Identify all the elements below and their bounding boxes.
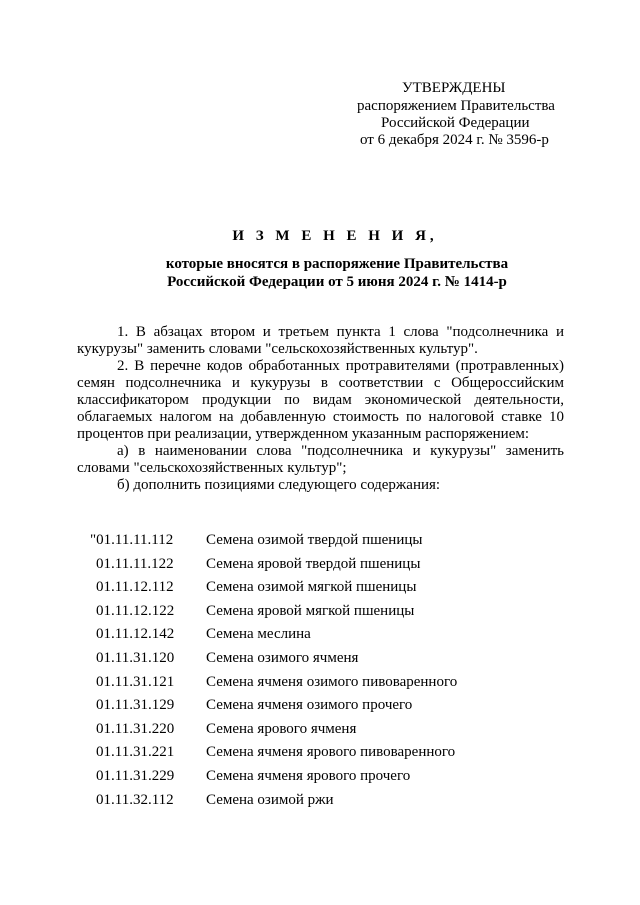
document-heading — [0, 228, 640, 291]
code-description: Семена озимой мягкой пшеницы — [206, 579, 417, 596]
approval-stamp — [0, 80, 640, 150]
paragraph-3: а) в наименовании слова "подсолнечника и кукурузы" заменить словами "сельскохозяйственных культур"; — [77, 443, 564, 476]
code-row — [0, 579, 640, 603]
code-description: Семена озимой ржи — [206, 791, 334, 808]
code-value: 01.11.31.221 — [96, 744, 175, 761]
code-description: Семена озимого ячменя — [206, 649, 359, 666]
document-subtitle-line-1: которые вносятся в распоряжение Правительства — [165, 256, 509, 272]
code-description: Семена яровой мягкой пшеницы — [206, 602, 415, 619]
code-value: 01.11.32.112 — [96, 791, 174, 808]
code-row — [0, 532, 640, 556]
code-row — [0, 650, 640, 674]
code-row — [0, 697, 640, 721]
code-value: 01.11.31.229 — [96, 767, 175, 784]
code-description: Семена ячменя ярового пивоваренного — [206, 744, 456, 761]
code-description: Семена озимой твердой пшеницы — [206, 532, 423, 548]
code-row — [0, 674, 640, 698]
code-description: Семена ячменя озимого прочего — [206, 697, 413, 714]
code-value: 01.11.12.122 — [96, 602, 175, 619]
approval-title: УТВЕРЖДЕНЫ — [402, 80, 506, 96]
document-title: И З М Е Н Е Н И Я, — [232, 228, 438, 244]
code-row — [0, 721, 640, 745]
code-row — [0, 626, 640, 650]
code-description: Семена меслина — [206, 626, 311, 643]
code-value: 01.11.12.112 — [96, 579, 174, 596]
code-row — [0, 556, 640, 580]
code-description: Семена ячменя озимого пивоваренного — [206, 673, 458, 690]
code-value: 01.11.31.120 — [96, 649, 175, 666]
code-description: Семена ячменя ярового прочего — [206, 767, 411, 784]
document-subtitle-line-2: Российской Федерации от 5 июня 2024 г. № 1414-р — [167, 274, 507, 290]
code-description: Семена яровой твердой пшеницы — [206, 555, 421, 572]
code-row — [0, 744, 640, 768]
approval-line-3: от 6 декабря 2024 г. № 3596-р — [360, 132, 549, 148]
code-value: 01.11.31.220 — [96, 720, 175, 737]
approval-line-2: Российской Федерации — [381, 115, 530, 131]
document-subtitle — [0, 255, 640, 291]
code-row — [0, 792, 640, 816]
code-row — [0, 603, 640, 627]
code-value: "01.11.11.112 — [90, 532, 174, 548]
code-row — [0, 768, 640, 792]
code-value: 01.11.11.122 — [96, 555, 174, 572]
code-list — [0, 532, 640, 815]
code-description: Семена ярового ячменя — [206, 720, 357, 737]
paragraph-4: б) дополнить позициями следующего содержания: — [117, 477, 441, 493]
approval-line-1: распоряжением Правительства — [357, 98, 555, 114]
document-body — [77, 324, 564, 494]
code-value: 01.11.31.129 — [96, 697, 175, 714]
paragraph-1: 1. В абзацах втором и третьем пункта 1 слова "подсолнечника и кукурузы" заменить словами "сельскохозяйственных культур". — [77, 324, 564, 357]
paragraph-2: 2. В перечне кодов обработанных протравителями (протравленных) семян подсолнечника и кукурузы в соответствии с Общероссийским классификатором продукции по видам экономической деятельности, облагаемых налогом на добавленную стоимость по налоговой ставке 10 процентов при реализации, утвержденном указанным распоряжением: — [77, 358, 564, 442]
code-value: 01.11.31.121 — [96, 673, 175, 690]
code-value: 01.11.12.142 — [96, 626, 175, 643]
